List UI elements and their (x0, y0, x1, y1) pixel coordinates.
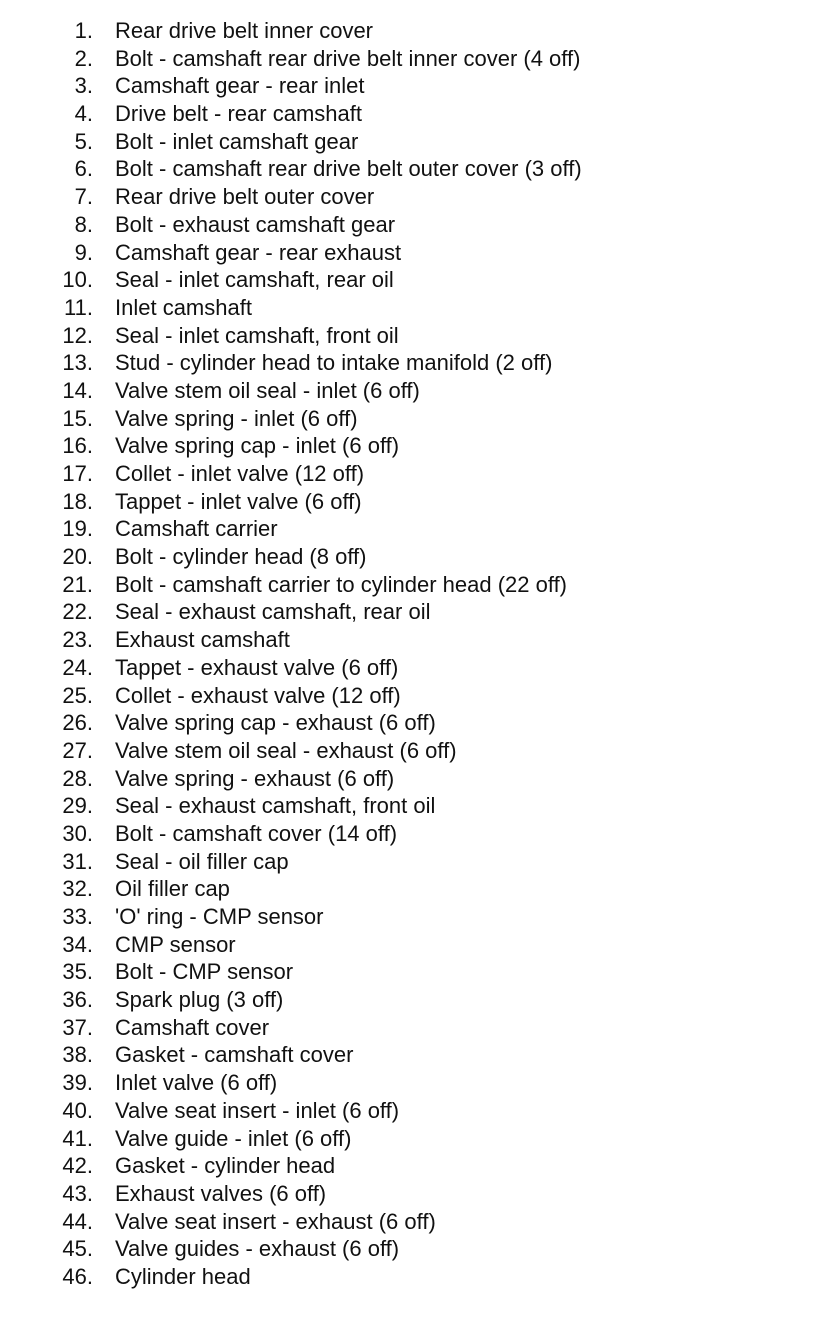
list-item (0, 349, 816, 377)
list-item (0, 100, 816, 128)
item-number: 27. (62, 737, 93, 763)
list-item (0, 239, 816, 267)
item-label: Stud - cylinder head to intake manifold (2 off) (115, 350, 553, 376)
item-number: 28. (62, 765, 93, 791)
item-number: 5. (74, 128, 93, 154)
item-label: Camshaft cover (115, 1014, 270, 1040)
item-number: 37. (62, 1014, 93, 1040)
item-number: 9. (74, 239, 93, 265)
list-item (0, 72, 816, 100)
item-label: Valve spring cap - exhaust (6 off) (115, 710, 436, 736)
item-number: 34. (62, 931, 93, 957)
item-number: 26. (62, 710, 93, 736)
item-label: Bolt - camshaft cover (14 off) (115, 820, 398, 846)
item-label: Inlet valve (6 off) (115, 1070, 278, 1096)
list-item (0, 211, 816, 239)
item-number: 41. (62, 1125, 93, 1151)
item-label: Bolt - camshaft carrier to cylinder head (22 off) (115, 571, 568, 597)
item-label: Bolt - camshaft rear drive belt inner cover (4 off) (115, 45, 581, 71)
list-item (0, 515, 816, 543)
list-item (0, 1041, 816, 1069)
item-number: 8. (74, 211, 93, 237)
list-item (0, 903, 816, 931)
list-item (0, 1097, 816, 1125)
item-number: 20. (62, 544, 93, 570)
item-label: Rear drive belt outer cover (115, 184, 375, 210)
item-number: 42. (62, 1153, 93, 1179)
list-item (0, 377, 816, 405)
item-number: 33. (62, 904, 93, 929)
list-item (0, 128, 816, 156)
item-label: Valve spring - inlet (6 off) (115, 405, 358, 431)
item-number: 44. (62, 1208, 93, 1234)
item-label: Seal - inlet camshaft, rear oil (115, 267, 394, 293)
list-item (0, 322, 816, 350)
list-item (0, 1263, 816, 1291)
item-number: 25. (62, 682, 93, 708)
item-label: Exhaust valves (6 off) (115, 1180, 327, 1206)
list-item (0, 432, 816, 460)
item-label: Gasket - camshaft cover (115, 1042, 354, 1068)
item-label: Camshaft carrier (115, 516, 278, 542)
list-item (0, 543, 816, 571)
item-label: Bolt - CMP sensor (115, 959, 294, 985)
item-label: Rear drive belt inner cover (115, 18, 374, 43)
item-number: 13. (62, 350, 93, 376)
item-label: Seal - oil filler cap (115, 848, 289, 874)
item-number: 1. (74, 18, 93, 43)
item-number: 39. (62, 1070, 93, 1096)
item-number: 22. (62, 599, 93, 625)
list-item (0, 1069, 816, 1097)
item-label: Cylinder head (115, 1263, 251, 1289)
item-label: Camshaft gear - rear inlet (115, 73, 365, 99)
item-number: 17. (62, 461, 93, 486)
list-item (0, 765, 816, 793)
parts-list (0, 17, 816, 1291)
item-number: 2. (74, 45, 93, 71)
list-item (0, 405, 816, 433)
list-item (0, 45, 816, 73)
item-label: Inlet camshaft (115, 294, 252, 320)
item-number: 38. (62, 1042, 93, 1068)
list-item (0, 1152, 816, 1180)
item-label: Bolt - cylinder head (8 off) (115, 544, 367, 570)
item-label: CMP sensor (115, 931, 236, 957)
list-item (0, 848, 816, 876)
list-item (0, 17, 816, 45)
item-number: 16. (62, 433, 93, 459)
item-number: 10. (62, 267, 93, 293)
item-number: 24. (62, 654, 93, 680)
item-number: 29. (62, 793, 93, 819)
list-item (0, 155, 816, 183)
item-number: 19. (62, 516, 93, 542)
list-item (0, 654, 816, 682)
list-item (0, 1180, 816, 1208)
list-item (0, 1208, 816, 1236)
item-number: 40. (62, 1097, 93, 1123)
item-number: 45. (62, 1236, 93, 1262)
item-number: 43. (62, 1180, 93, 1206)
item-number: 31. (62, 848, 93, 874)
list-item (0, 820, 816, 848)
list-item (0, 737, 816, 765)
item-label: Exhaust camshaft (115, 627, 290, 653)
item-label: Valve guides - exhaust (6 off) (115, 1236, 400, 1262)
item-number: 46. (62, 1263, 93, 1289)
item-label: Spark plug (3 off) (115, 987, 284, 1013)
list-item (0, 294, 816, 322)
item-number: 3. (74, 73, 93, 99)
list-item (0, 1235, 816, 1263)
list-item (0, 1014, 816, 1042)
list-item (0, 460, 816, 488)
item-label: Gasket - cylinder head (115, 1153, 336, 1179)
item-label: Valve seat insert - inlet (6 off) (115, 1097, 400, 1123)
item-number: 11. (64, 294, 93, 320)
list-item (0, 183, 816, 211)
item-label: Valve stem oil seal - exhaust (6 off) (115, 737, 457, 763)
list-item (0, 792, 816, 820)
list-item (0, 958, 816, 986)
item-number: 18. (62, 488, 93, 514)
item-label: Drive belt - rear camshaft (115, 101, 362, 127)
item-label: Seal - exhaust camshaft, front oil (115, 793, 436, 819)
item-label: Bolt - inlet camshaft gear (115, 128, 359, 154)
item-number: 32. (62, 876, 93, 902)
list-item (0, 1125, 816, 1153)
list-item (0, 266, 816, 294)
list-item (0, 598, 816, 626)
item-label: Bolt - camshaft rear drive belt outer cover (3 off) (115, 156, 582, 182)
list-item (0, 682, 816, 710)
item-label: Valve stem oil seal - inlet (6 off) (115, 377, 420, 403)
item-number: 35. (62, 959, 93, 985)
item-label: Collet - inlet valve (12 off) (115, 461, 365, 486)
item-label: Camshaft gear - rear exhaust (115, 239, 402, 265)
item-number: 30. (62, 820, 93, 846)
list-item (0, 931, 816, 959)
item-number: 15. (62, 405, 93, 431)
item-label: Oil filler cap (115, 876, 230, 902)
item-label: Valve seat insert - exhaust (6 off) (115, 1208, 436, 1234)
item-number: 7. (74, 184, 93, 210)
item-number: 21. (62, 571, 93, 597)
list-item (0, 709, 816, 737)
item-label: 'O' ring - CMP sensor (115, 904, 324, 929)
item-label: Tappet - exhaust valve (6 off) (115, 654, 399, 680)
item-label: Seal - exhaust camshaft, rear oil (115, 599, 431, 625)
item-label: Bolt - exhaust camshaft gear (115, 211, 396, 237)
item-number: 4. (74, 101, 93, 127)
list-item (0, 571, 816, 599)
item-number: 6. (74, 156, 93, 182)
item-label: Valve spring - exhaust (6 off) (115, 765, 395, 791)
item-label: Collet - exhaust valve (12 off) (115, 682, 401, 708)
item-label: Valve spring cap - inlet (6 off) (115, 433, 400, 459)
item-number: 14. (62, 377, 93, 403)
item-number: 12. (62, 322, 93, 348)
list-item (0, 986, 816, 1014)
item-label: Seal - inlet camshaft, front oil (115, 322, 399, 348)
item-label: Valve guide - inlet (6 off) (115, 1125, 352, 1151)
list-item (0, 875, 816, 903)
item-number: 36. (62, 987, 93, 1013)
item-number: 23. (62, 627, 93, 653)
list-item (0, 488, 816, 516)
item-label: Tappet - inlet valve (6 off) (115, 488, 362, 514)
list-item (0, 626, 816, 654)
